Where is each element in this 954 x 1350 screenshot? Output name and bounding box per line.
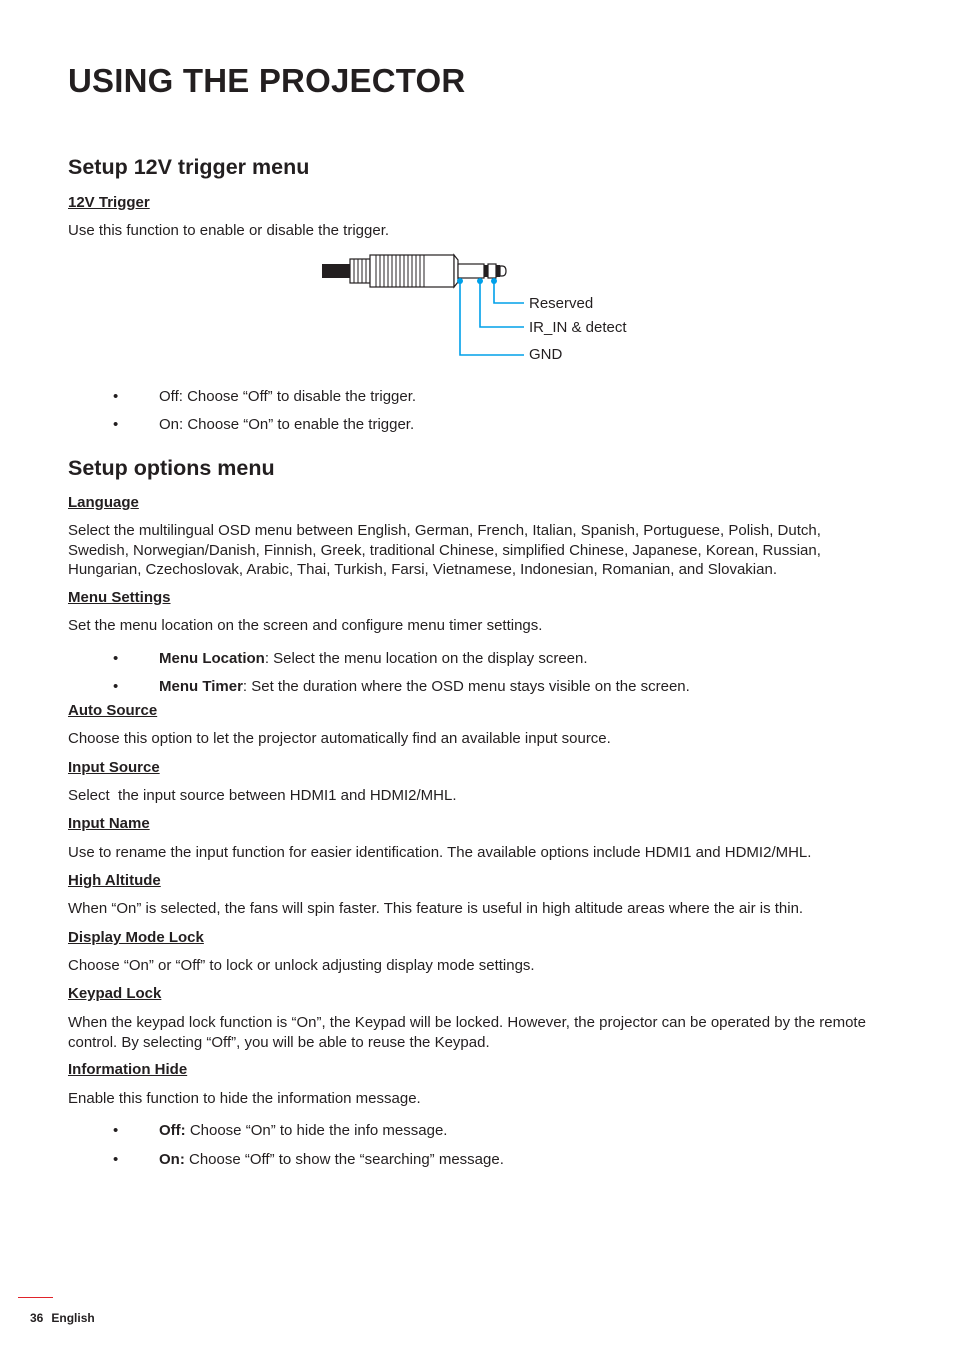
subheading-auto-source: Auto Source: [68, 702, 158, 719]
bullet-dot: •: [113, 1151, 119, 1168]
section-heading-options: Setup options menu: [68, 456, 275, 480]
display-mode-lock-description: Choose “On” or “Off” to lock or unlock adjusting display mode settings.: [68, 957, 535, 974]
reserved-contact-dot: [491, 278, 497, 284]
label-gnd: GND: [529, 346, 563, 363]
input-name-description: Use to rename the input function for easier identification. The available options include HDMI1 and HDMI2/MHL.: [68, 844, 812, 861]
gnd-contact-dot: [457, 278, 463, 284]
bullet-dot: •: [113, 416, 119, 433]
bullet-dot: •: [113, 1122, 119, 1139]
info-hide-on-term: On:: [159, 1151, 185, 1168]
trigger-description: Use this function to enable or disable the trigger.: [68, 222, 390, 239]
auto-source-description: Choose this option to let the projector automatically find an available input source.: [68, 730, 611, 747]
keypad-lock-description: When the keypad lock function is “On”, the Keypad will be locked. However, the projector can be operated by the remote control. By selecting “Off”, you will be able to reuse the Keypad.: [68, 1014, 866, 1051]
menu-timer-text: : Set the duration where the OSD menu stays visible on the screen.: [242, 678, 690, 695]
page-footer: [30, 1311, 95, 1325]
page-number: 36: [30, 1311, 44, 1325]
subheading-input-name: Input Name: [68, 815, 150, 832]
info-hide-off-term: Off:: [159, 1122, 186, 1139]
footer-language: English: [51, 1311, 95, 1325]
information-hide-description: Enable this function to hide the information message.: [68, 1090, 421, 1107]
subheading-input-source: Input Source: [68, 759, 160, 776]
info-hide-off-text: Choose “On” to hide the info message.: [185, 1122, 448, 1139]
info-hide-on-text: Choose “Off” to show the “searching” message.: [184, 1151, 504, 1168]
trigger-off-text: Off: Choose “Off” to disable the trigger.: [159, 388, 417, 405]
callout-lines: [460, 281, 524, 355]
bullet-dot: •: [113, 388, 119, 405]
label-reserved: Reserved: [529, 295, 594, 312]
menu-timer-term: Menu Timer: [159, 678, 243, 695]
high-altitude-description: When “On” is selected, the fans will spin faster. This feature is useful in high altitude areas where the air is thin.: [68, 900, 804, 917]
language-description: Select the multilingual OSD menu between English, German, French, Italian, Spanish, Portuguese, Polish, Dutch, Swedish, Norwegian/Danish, Finnish, Greek, traditional Chinese, simplified Chinese, Japanese, Korean, Russian, Hungarian, Czechoslovak, Arabic, Thai, Turkish, Farsi, Vietnamese, Indonesian, Romanian, and Slovakian.: [68, 522, 821, 578]
bullet-dot: •: [113, 678, 119, 695]
menu-location-term: Menu Location: [159, 650, 265, 667]
ir-in-contact-dot: [477, 278, 483, 284]
subheading-display-mode-lock: Display Mode Lock: [68, 929, 204, 946]
menu-location-text: : Select the menu location on the display screen.: [264, 650, 588, 667]
section-heading-trigger: Setup 12V trigger menu: [68, 155, 310, 179]
footer-accent-line: [18, 1297, 53, 1298]
subheading-menu-settings: Menu Settings: [68, 589, 171, 606]
subheading-information-hide: Information Hide: [68, 1061, 188, 1078]
subheading-high-altitude: High Altitude: [68, 872, 161, 889]
menu-settings-description: Set the menu location on the screen and configure menu timer settings.: [68, 617, 543, 634]
input-source-description: Select the input source between HDMI1 and HDMI2/MHL.: [68, 787, 457, 804]
trigger-on-text: On: Choose “On” to enable the trigger.: [159, 416, 415, 433]
subheading-language: Language: [68, 494, 139, 511]
subheading-keypad-lock: Keypad Lock: [68, 985, 162, 1002]
subheading-12v-trigger: 12V Trigger: [68, 194, 150, 211]
label-ir-in-detect: IR_IN & detect: [529, 319, 627, 336]
page-title: USING THE PROJECTOR: [68, 62, 466, 99]
bullet-dot: •: [113, 650, 119, 667]
trigger-jack-diagram: [318, 250, 648, 370]
